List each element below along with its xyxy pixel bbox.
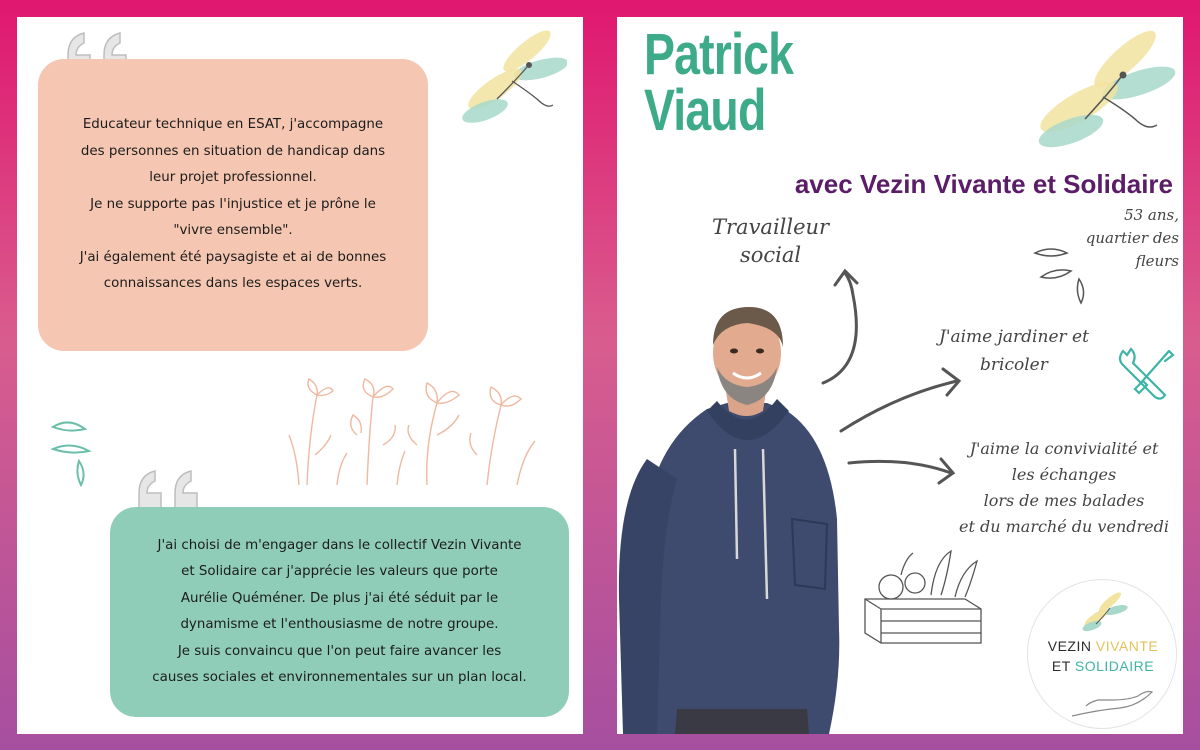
dragonfly-icon xyxy=(1029,27,1179,157)
quote1-line: Je ne supporte pas l'injustice et je prône le xyxy=(90,196,376,212)
tag-line: bricoler xyxy=(980,355,1048,375)
tag-line: Travailleur xyxy=(712,215,830,239)
quote2-line: causes sociales et environnementales sur un plan local. xyxy=(152,670,527,685)
last-name: Viaud xyxy=(644,78,766,143)
vegetable-crate-illustration xyxy=(861,547,989,647)
person-name xyxy=(644,22,794,143)
quote2-line: dynamisme et l'enthousiasme de notre groupe. xyxy=(180,617,499,632)
tag-age xyxy=(1086,204,1179,273)
arrow-icon xyxy=(837,359,967,435)
tag-line: lors de mes balades xyxy=(983,491,1145,510)
hand-icon xyxy=(1068,680,1158,720)
quote1-line: Educateur technique en ESAT, j'accompagne xyxy=(82,117,384,133)
arrow-icon xyxy=(847,451,959,491)
logo-text-line2 xyxy=(1028,658,1178,674)
quote2-line: et Solidaire car j'apprécie les valeurs que porte xyxy=(181,564,498,579)
tag-conviviality xyxy=(959,436,1169,540)
collective-heading: avec Vezin Vivante et Solidaire xyxy=(794,169,1173,199)
logo-text-line1 xyxy=(1028,638,1178,654)
dragonfly-icon xyxy=(1080,592,1128,634)
tag-line: les échanges xyxy=(1011,465,1117,484)
leaf-icon xyxy=(49,415,95,487)
quote-box-profession xyxy=(38,59,428,351)
dragonfly-icon xyxy=(457,29,567,129)
tag-line: quartier des xyxy=(1085,229,1179,247)
tag-line: J'aime la convivialité et xyxy=(969,439,1159,458)
quote1-line: "vivre ensemble". xyxy=(173,223,293,239)
tag-line: fleurs xyxy=(1135,252,1179,270)
tag-line: social xyxy=(739,243,802,267)
logo-word: ET xyxy=(1051,658,1071,674)
flower-illustration xyxy=(287,375,537,485)
tag-line: 53 ans, xyxy=(1124,206,1179,224)
quote1-line: connaissances dans les espaces verts. xyxy=(103,276,363,292)
logo-word: SOLIDAIRE xyxy=(1074,658,1155,674)
leaf-icon xyxy=(1031,243,1091,305)
quote1-line: J'ai également été paysagiste et ai de bonnes xyxy=(79,249,387,265)
tag-profession xyxy=(712,213,829,269)
tag-line: J'aime jardiner et xyxy=(939,327,1089,347)
quote2-line: J'ai choisi de m'engager dans le collectif Vezin Vivante xyxy=(157,537,522,553)
quote2-line: Aurélie Quéméner. De plus j'ai été séduit par le xyxy=(180,590,499,606)
quote-box-engagement xyxy=(110,507,569,717)
first-name: Patrick xyxy=(644,22,794,87)
quote1-line: leur projet professionnel. xyxy=(149,170,317,186)
left-panel xyxy=(17,17,583,734)
wrench-screwdriver-icon xyxy=(1115,345,1179,403)
logo-word: VEZIN xyxy=(1047,638,1092,654)
portrait-photo xyxy=(617,299,847,734)
collective-logo xyxy=(1027,579,1177,729)
logo-word: VIVANTE xyxy=(1095,638,1159,654)
right-panel xyxy=(617,17,1183,734)
quote2-line: Je suis convaincu que l'on peut faire avancer les xyxy=(177,643,502,659)
tag-line: et du marché du vendredi xyxy=(959,517,1169,536)
quote1-line: des personnes en situation de handicap dans xyxy=(80,143,386,159)
